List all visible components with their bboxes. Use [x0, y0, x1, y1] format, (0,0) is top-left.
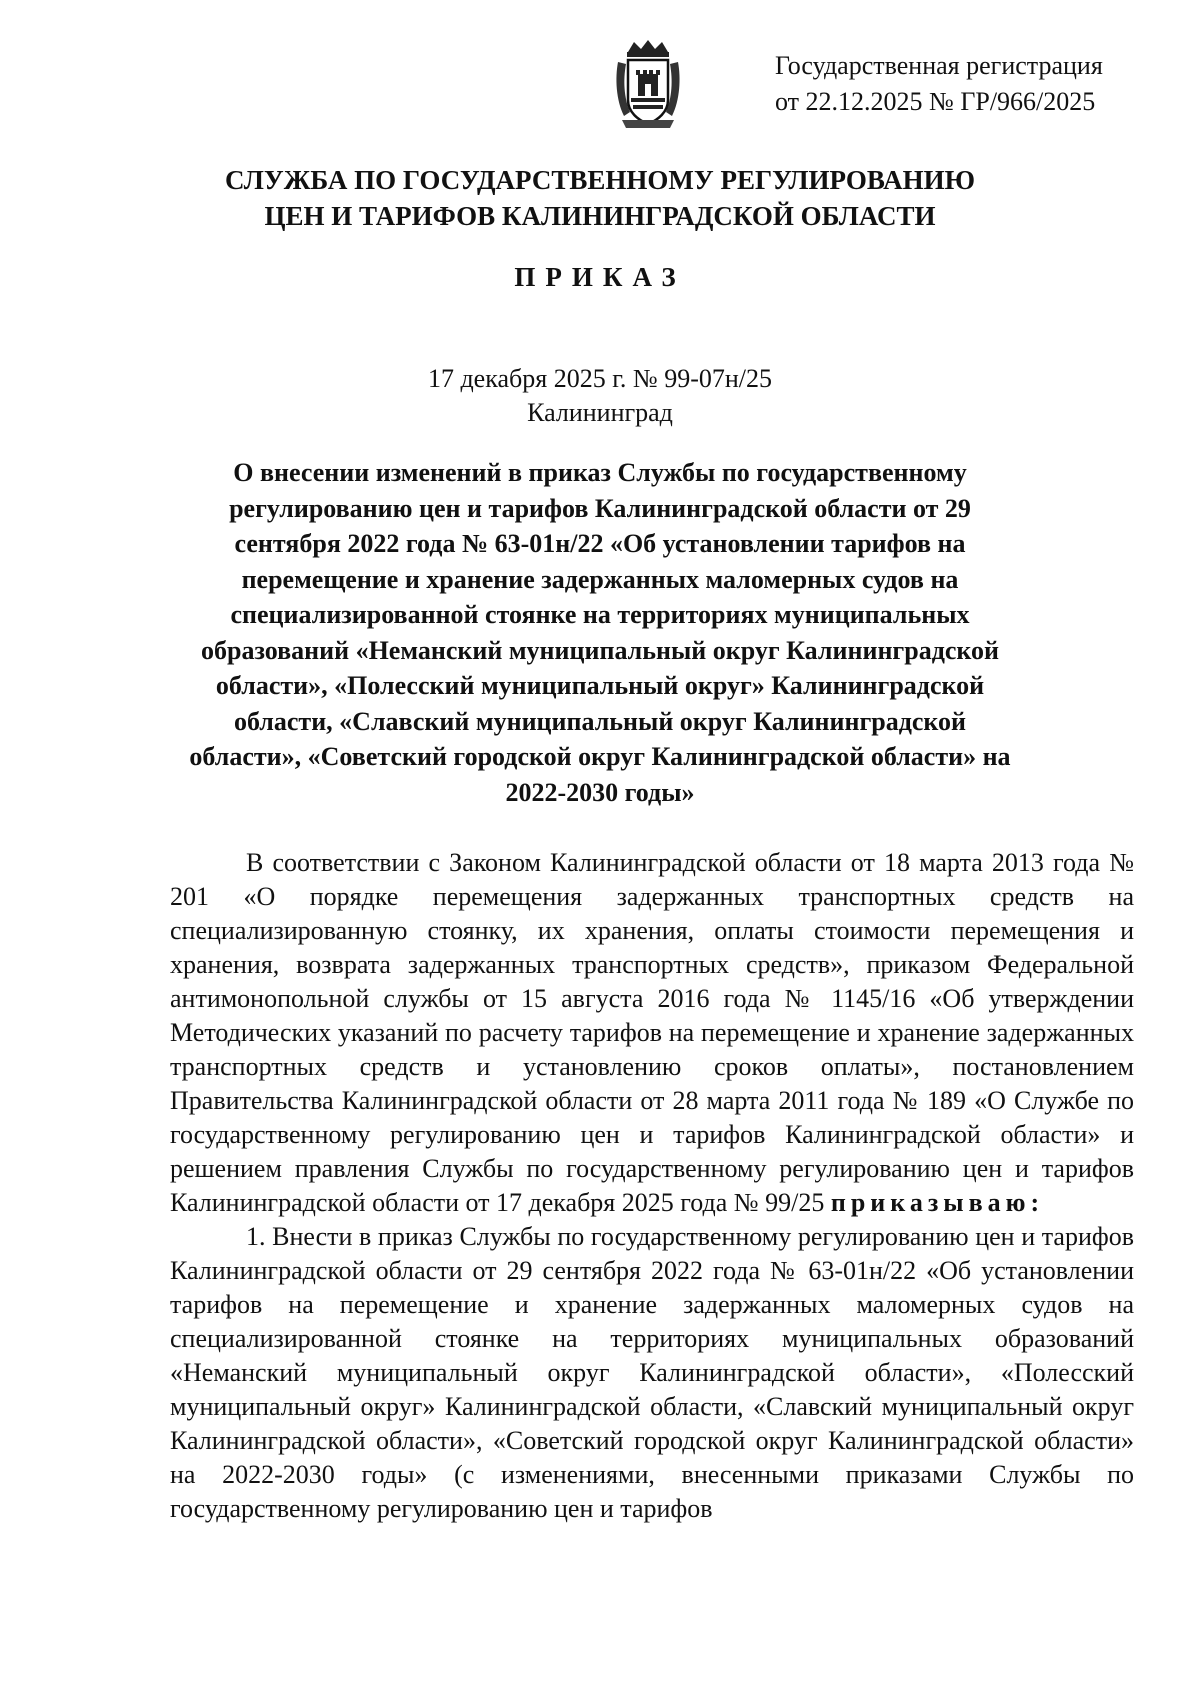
preamble-text: В соответствии с Законом Калининградской области от 18 марта 2013 года № 201 «О порядке перемещения задержанных транспортных средств на специализированную стоянку, их хранения, оплаты стоимости перемещения и хранения, возврата задержанных транспортных средств», приказом Федеральной антимонопольной службы от 15 августа 2016 года № 1145/16 «Об утверждении Методических указаний по расчету тарифов на перемещение и хранение задержанных транспортных средств и установлению сроков оплаты», постановлением Правительства Калининградской области от 28 марта 2011 года № 189 «О Службе по государственному регулированию цен и тарифов Калининградской области» и решением правления Службы по государственному регулированию цен и тарифов Калининградской области от 17 декабря 2025 года № 99/25	[170, 848, 1134, 1217]
body-paragraph-1: 1. Внести в приказ Службы по государственному регулированию цен и тарифов Калининградской области от 29 сентября 2022 года № 63-01н/22 «Об установлении тарифов на перемещение и хранение задержанных маломерных судов на специализированной стоянке на территориях муниципальных образований «Неманский муниципальный округ Калининградской области», «Полесский муниципальный округ» Калининградской области, «Славский муниципальный округ Калининградской области», «Советский городской округ Калининградской области» на 2022-2030 годы» (с изменениями, внесенными приказами Службы по государственному регулированию цен и тарифов	[170, 1222, 1134, 1523]
body-paragraph-preamble	[170, 846, 1134, 1220]
registration-line-2: от 22.12.2025 № ГР/966/2025	[775, 87, 1096, 116]
order-word: приказываю:	[830, 1188, 1045, 1217]
document-city: Калининград	[527, 398, 673, 427]
document-subject: О внесении изменений в приказ Службы по государственному регулированию цен и тарифов Калининградской области от 29 сентября 2022 года № 63-01н/22 «Об установлении тарифов на перемещение и хранение задержанных маломерных судов на специализированной стоянке на территориях муниципальных образований «Неманский муниципальный округ Калининградской области», «Полесский муниципальный округ» Калининградской области, «Славский муниципальный округ Калининградской области», «Советский городской округ Калининградской области» на 2022-2030 годы»	[189, 458, 1011, 807]
document-body	[170, 846, 1134, 1526]
kaliningrad-coat-of-arms-icon	[614, 38, 682, 130]
agency-name	[0, 162, 1200, 234]
document-type: ПРИКАЗ	[514, 262, 686, 292]
registration-line-1: Государственная регистрация	[775, 51, 1103, 80]
registration-stamp	[775, 48, 1155, 120]
agency-name-line-2: ЦЕН И ТАРИФОВ КАЛИНИНГРАДСКОЙ ОБЛАСТИ	[264, 201, 936, 231]
document-date-block	[0, 362, 1200, 430]
document-date-number: 17 декабря 2025 г. № 99-07н/25	[427, 364, 773, 393]
agency-name-line-1: СЛУЖБА ПО ГОСУДАРСТВЕННОМУ РЕГУЛИРОВАНИЮ	[224, 165, 976, 195]
